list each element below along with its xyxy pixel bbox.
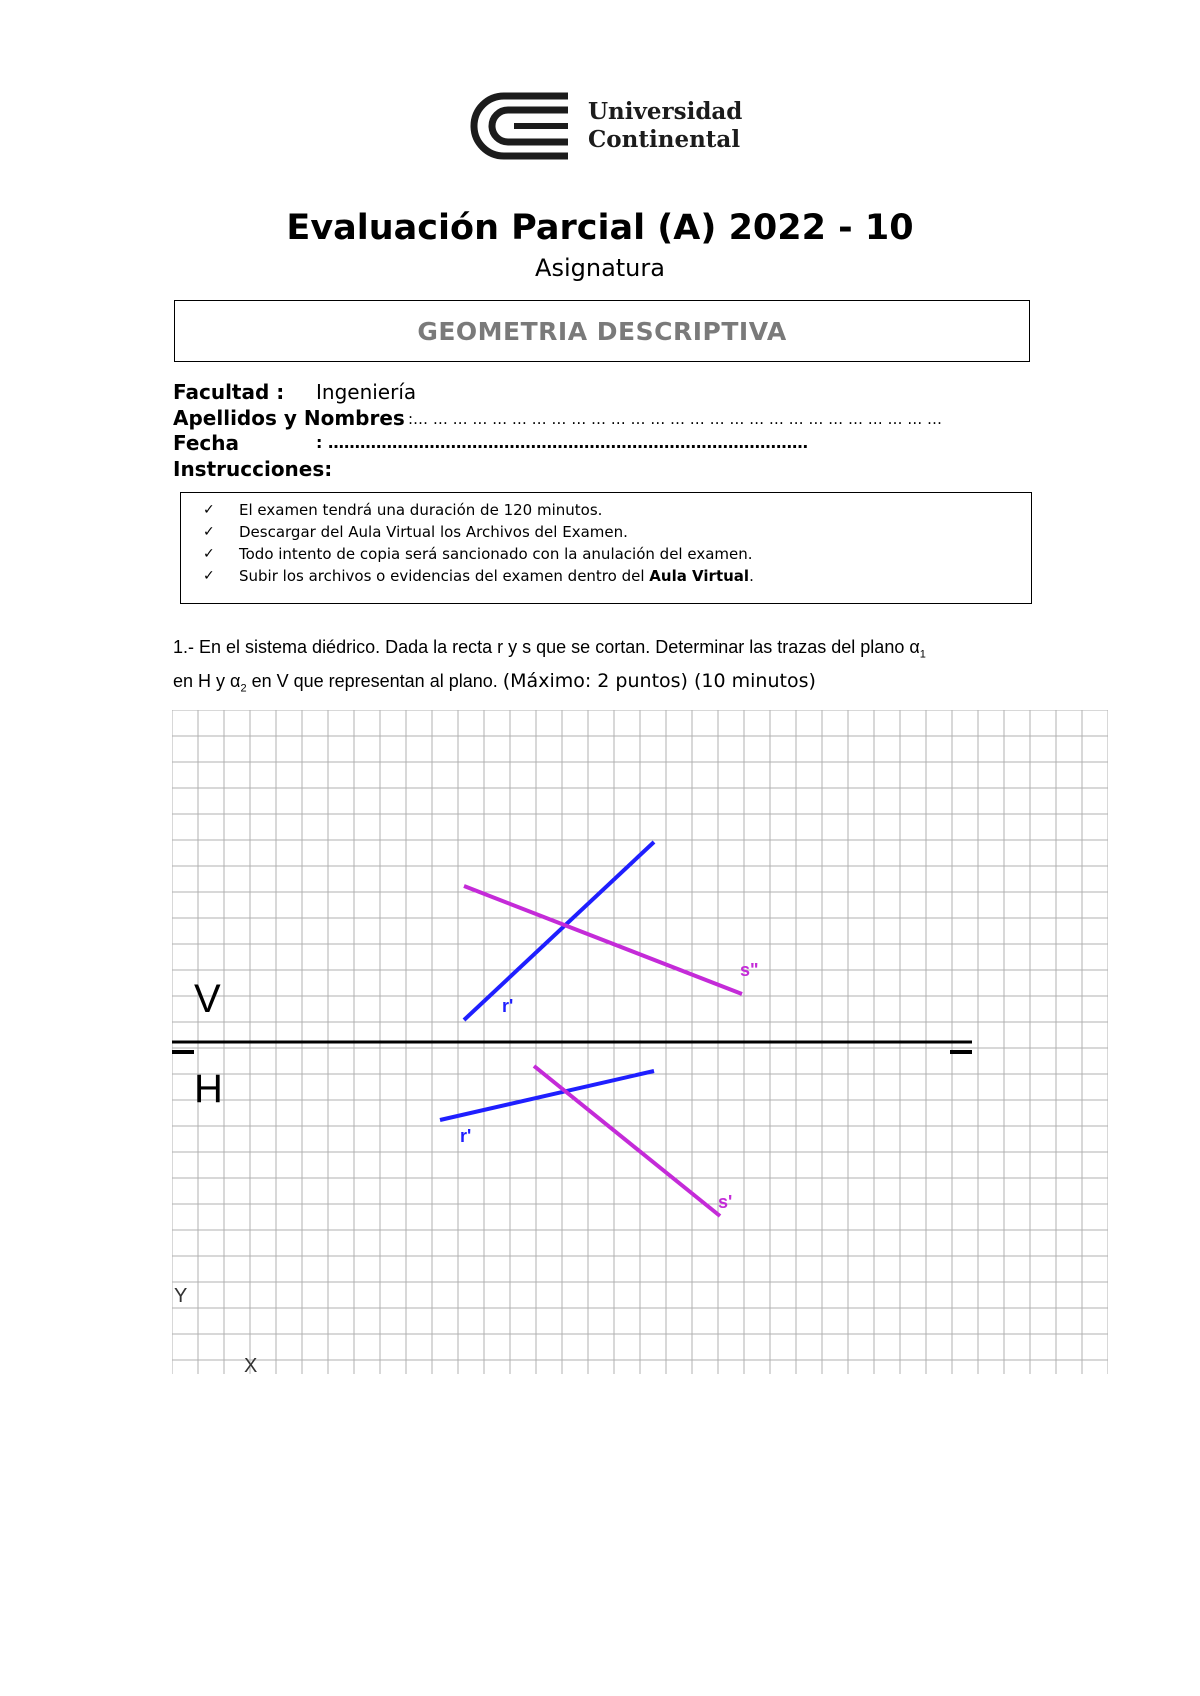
check-icon: ✓ xyxy=(203,568,215,584)
instruction-text-bold: Aula Virtual xyxy=(649,567,750,585)
question-text-2b: en V que representan al plano. xyxy=(246,670,503,691)
instructions-box xyxy=(180,492,1032,604)
instruction-text: Todo intento de copia será sancionado con la anulación del examen. xyxy=(239,545,753,563)
instruction-item xyxy=(203,543,1031,565)
logo-line-1: Universidad xyxy=(588,98,743,125)
check-icon: ✓ xyxy=(203,524,215,540)
question-sub-1: 1 xyxy=(919,648,926,661)
facultad-value: Ingeniería xyxy=(316,380,417,404)
instruction-text-end: . xyxy=(749,567,754,585)
label-s-horizontal: s' xyxy=(718,1192,733,1212)
check-icon: ✓ xyxy=(203,546,215,562)
question-sub-2: 2 xyxy=(240,682,247,695)
label-h: H xyxy=(194,1067,223,1111)
question-line-2 xyxy=(173,668,1073,702)
fecha-value[interactable]: : ……………………………………………………………………………… xyxy=(316,433,808,452)
label-s-vertical: s" xyxy=(740,960,759,980)
line-r-vertical-projection xyxy=(464,842,654,1020)
course-name: GEOMETRIA DESCRIPTIVA xyxy=(417,316,787,346)
question-text-2a: en H y α xyxy=(173,670,241,691)
apellidos-value[interactable]: :… … … … … … … … … … … … … … … … … … … … … … … … … … … xyxy=(408,410,943,428)
label-y: Y xyxy=(174,1285,188,1307)
instruction-text: El examen tendrá una duración de 120 minutos. xyxy=(239,501,603,519)
instruction-item xyxy=(203,499,1031,521)
facultad-label: Facultad : xyxy=(173,380,285,404)
exam-subtitle: Asignatura xyxy=(535,254,665,282)
instruction-text-start: Subir los archivos o evidencias del examen dentro del xyxy=(239,567,650,585)
instruction-text: Descargar del Aula Virtual los Archivos del Examen. xyxy=(239,523,628,541)
label-x: X xyxy=(244,1355,258,1374)
instrucciones-label: Instrucciones: xyxy=(173,457,333,481)
diedric-drawing xyxy=(172,710,1108,1374)
fecha-label: Fecha xyxy=(173,431,240,455)
course-name-box xyxy=(174,300,1030,362)
question-1 xyxy=(173,634,1073,701)
instruction-item xyxy=(203,521,1031,543)
label-v: V xyxy=(194,977,221,1021)
label-r-vertical: r' xyxy=(502,996,514,1016)
logo-line-2: Continental xyxy=(588,126,741,153)
label-r-horizontal: r' xyxy=(460,1126,472,1146)
question-line-1 xyxy=(173,634,1073,668)
instruction-text xyxy=(239,565,754,587)
instruction-item xyxy=(203,565,1031,587)
question-text-1: 1.- En el sistema diédrico. Dada la recta r y s que se cortan. Determinar las trazas del plano α xyxy=(173,637,920,657)
logo-text xyxy=(588,98,742,154)
question-points: (Máximo: 2 puntos) (10 minutos) xyxy=(502,669,816,692)
check-icon: ✓ xyxy=(203,502,215,518)
exam-title: Evaluación Parcial (A) 2022 - 10 xyxy=(286,208,914,248)
apellidos-label: Apellidos y Nombres xyxy=(173,406,405,430)
line-s-vertical-projection xyxy=(464,886,742,994)
